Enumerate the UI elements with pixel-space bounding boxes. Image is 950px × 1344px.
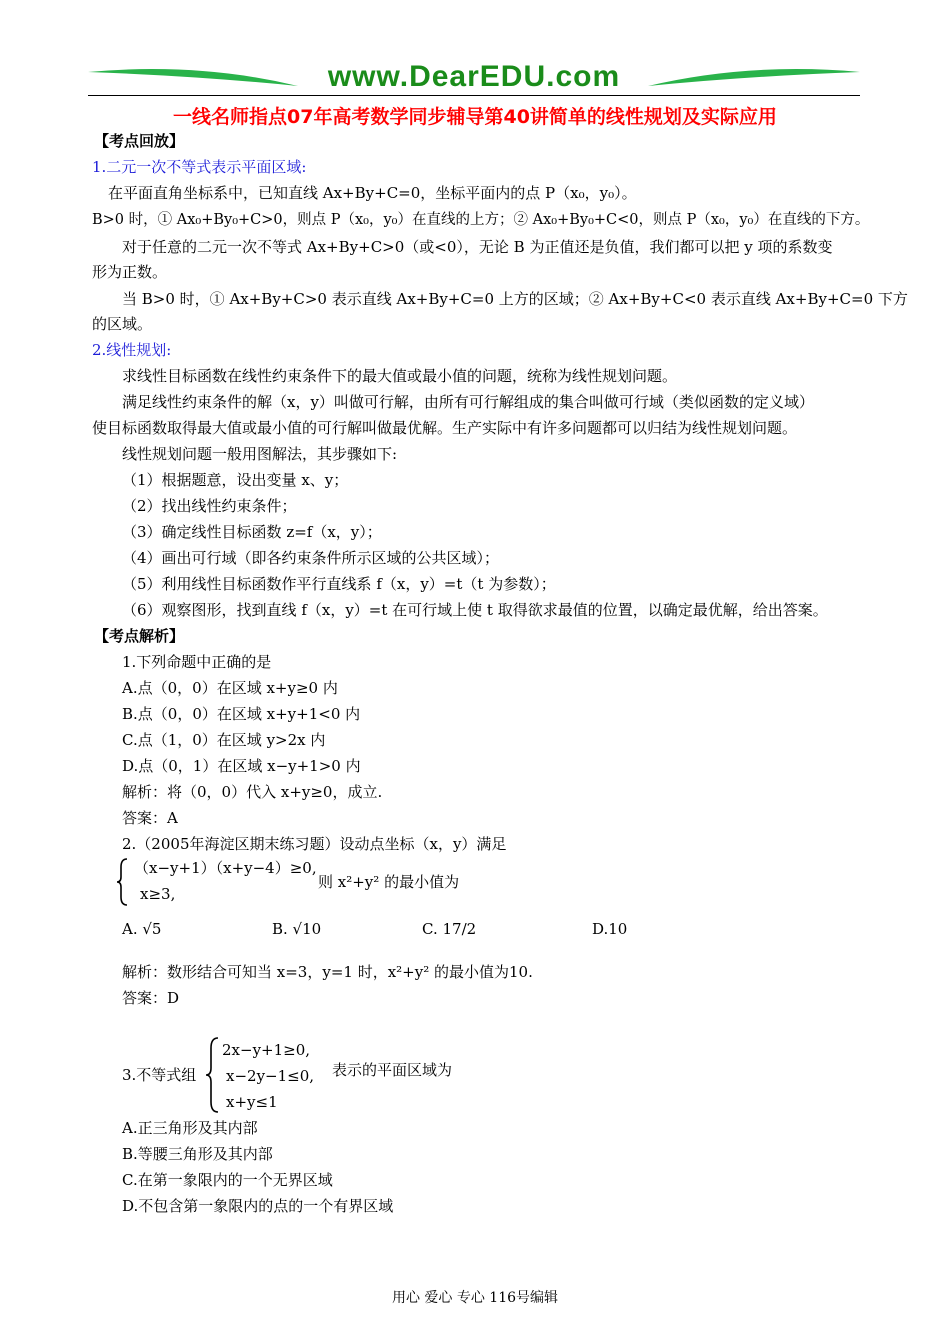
step-item: （3）确定线性目标函数 z=f（x，y）； xyxy=(122,523,382,541)
option-item: B.等腰三角形及其内部 xyxy=(122,1145,273,1163)
option-item: A. √5 xyxy=(122,920,162,938)
paragraph: 在平面直角坐标系中，已知直线 Ax+By+C=0，坐标平面内的点 P（x₀，y₀）。 xyxy=(108,184,637,202)
question-tail: 表示的平面区域为 xyxy=(332,1061,453,1079)
option-item: C.在第一象限内的一个无界区域 xyxy=(122,1171,333,1189)
paragraph: 使目标函数取得最大值或最小值的可行解叫做最优解。生产实际中有许多问题都可以归结为线性规划问题。 xyxy=(92,419,798,437)
subheading-1: 1.二元一次不等式表示平面区域: xyxy=(92,158,307,176)
paragraph: 形为正数。 xyxy=(92,263,168,281)
question-1: 1.下列命题中正确的是 xyxy=(122,653,272,671)
page-footer: 用心 爱心 专心 116号编辑 xyxy=(391,1290,559,1306)
site-logo[interactable]: www.DearEDU.com xyxy=(327,60,621,93)
option-item: B. √10 xyxy=(272,920,322,938)
option-item: B.点（0，0）在区域 x+y+1<0 内 xyxy=(122,705,361,723)
paragraph: 当 B>0 时，① Ax+By+C>0 表示直线 Ax+By+C=0 上方的区域；② Ax+By+C<0 表示直线 Ax+By+C=0 下方 xyxy=(122,290,908,308)
constraint-line: x−2y−1≤0, xyxy=(226,1067,315,1085)
site-header xyxy=(88,58,860,98)
answer: 答案：D xyxy=(122,989,180,1007)
step-item: （1）根据题意，设出变量 x、y； xyxy=(122,471,349,489)
constraint-line: （x−y+1）（x+y−4）≥0, xyxy=(134,859,317,877)
option-item: A.正三角形及其内部 xyxy=(122,1119,258,1137)
constraint-line: x≥3, xyxy=(140,885,176,903)
step-item: （5）利用线性目标函数作平行直线系 f（x，y）=t（t 为参数）； xyxy=(122,575,556,593)
left-brace-icon xyxy=(205,1036,221,1114)
option-item: C.点（1，0）在区域 y>2x 内 xyxy=(122,731,326,749)
left-brace-icon xyxy=(116,857,130,907)
paragraph: 对于任意的二元一次不等式 Ax+By+C>0（或<0），无论 B 为正值还是负值，我们都可以把 y 项的系数变 xyxy=(122,238,833,256)
question-3: 3.不等式组 xyxy=(122,1066,197,1084)
step-item: （4）画出可行域（即各约束条件所示区域的公共区域）； xyxy=(122,549,500,567)
constraint-line: x+y≤1 xyxy=(226,1093,278,1111)
option-item: D.点（0，1）在区域 x−y+1>0 内 xyxy=(122,757,361,775)
constraint-line: 2x−y+1≥0, xyxy=(222,1041,311,1059)
option-item: D.10 xyxy=(592,920,628,938)
paragraph: 满足线性约束条件的解（x，y）叫做可行解，由所有可行解组成的集合叫做可行域（类似函数的定义域） xyxy=(122,393,814,411)
option-item: C. 17/2 xyxy=(422,920,477,938)
solution: 解析：将（0，0）代入 x+y≥0，成立. xyxy=(122,783,383,801)
paragraph: B>0 时，① Ax₀+By₀+C>0，则点 P（x₀，y₀）在直线的上方；② Ax₀+By₀+C<0，则点 P（x₀，y₀）在直线的下方。 xyxy=(92,212,870,228)
question-2: 2.（2005年海淀区期末练习题）设动点坐标（x，y）满足 xyxy=(122,835,507,853)
solution: 解析：数形结合可知当 x=3，y=1 时，x²+y² 的最小值为10. xyxy=(122,963,533,981)
step-item: （2）找出线性约束条件； xyxy=(122,497,297,515)
answer: 答案：A xyxy=(122,809,178,827)
section-heading-analysis: 【考点解析】 xyxy=(94,627,185,645)
header-divider xyxy=(88,95,860,96)
step-item: （6）观察图形，找到直线 f（x，y）=t 在可行域上使 t 取得欲求最值的位置，以确定最优解，给出答案。 xyxy=(122,601,828,619)
option-item: A.点（0，0）在区域 x+y≥0 内 xyxy=(122,679,338,697)
paragraph: 求线性目标函数在线性约束条件下的最大值或最小值的问题，统称为线性规划问题。 xyxy=(122,367,678,385)
question-tail: 则 x²+y² 的最小值为 xyxy=(318,873,460,891)
option-item: D.不包含第一象限内的点的一个有界区域 xyxy=(122,1197,394,1215)
page-title: 一线名师指点07年高考数学同步辅导第40讲简单的线性规划及实际应用 xyxy=(173,106,777,128)
paragraph: 的区域。 xyxy=(92,315,153,333)
section-heading-review: 【考点回放】 xyxy=(94,132,185,150)
paragraph: 线性规划问题一般用图解法，其步骤如下: xyxy=(122,445,398,463)
subheading-2: 2.线性规划: xyxy=(92,341,172,359)
